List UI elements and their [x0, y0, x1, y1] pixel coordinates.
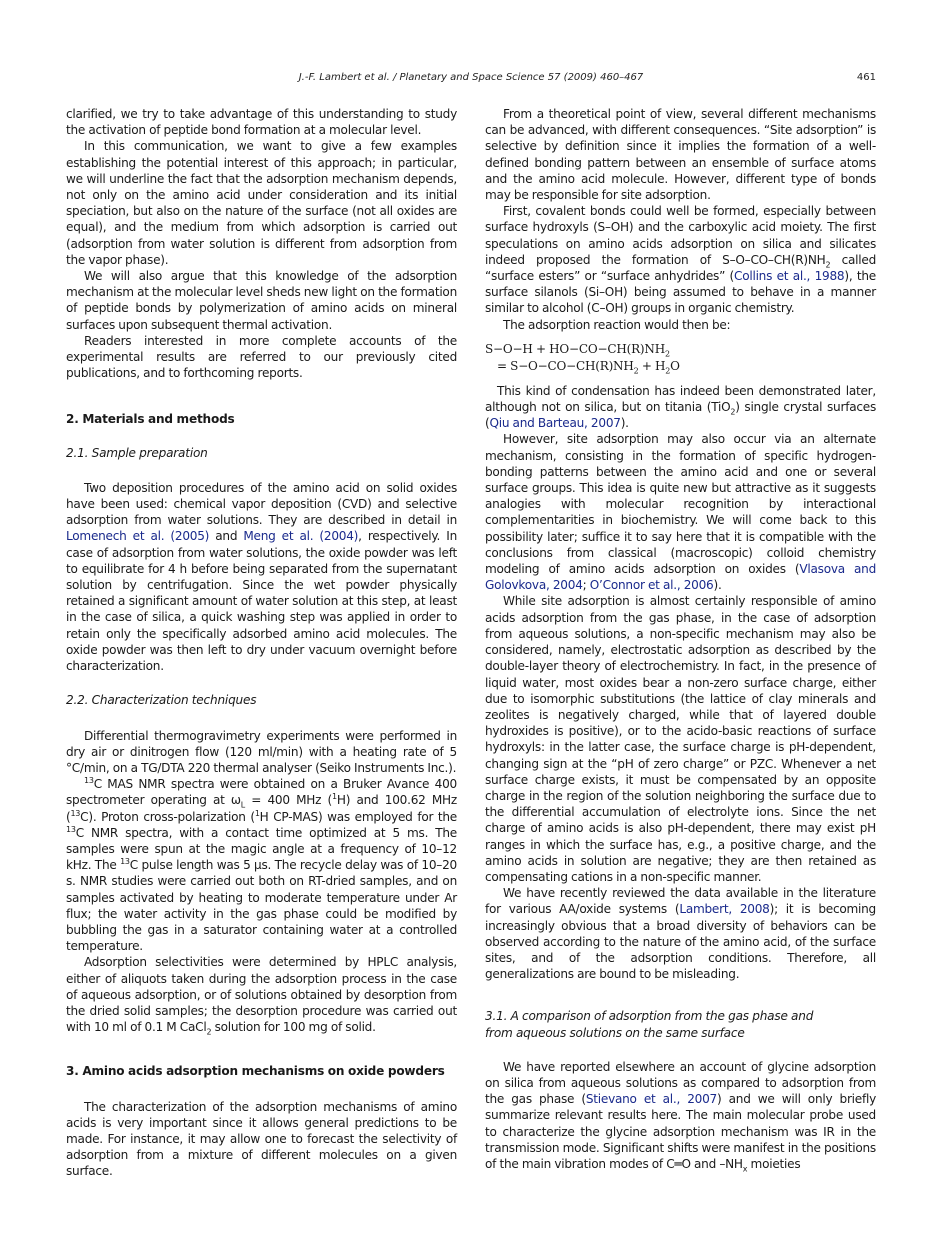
citation-link[interactable]: Stievano et al., 2007 — [585, 1092, 718, 1107]
paragraph: Adsorption selectivities were determined by HPLC analysis, either of aliquots taken during the adsorption process in the case of aqueous adsorption, or of solutions obtained by desorption from the dried solid samples; the desorption procedure was carried out with 10 ml of 0.1 M CaCl$_2$ solution for 100 mg of solid. — [66, 955, 457, 1037]
citation-link[interactable]: Qiu and Barteau, 2007 — [489, 416, 621, 431]
paragraph: Readers interested in more complete accounts of the experimental results are referred to our previously cited publications, and to forthcoming reports. — [66, 333, 457, 381]
paragraph: We have recently reviewed the data available in the literature for various AA/oxide systems (Lambert, 2008); it is becoming increasingly obvious that a broad diversity of behaviors can be observed according to the nature of the amino acid, of the surface sites, and of the adsorption conditions. Therefore, all generalizations are bound to be misleading. — [485, 886, 876, 982]
paragraph: However, site adsorption may also occur via an alternate mechanism, consisting in the formation of specific hydrogen-bonding patterns between the amino acid and one or several surface groups. This idea is quite new but attractive as it suggests analogies with molecular recognition by interactional complementarities in biochemistry. We will come back to this possibility later; suffice it to say here that it is compatible with the conclusions from classical (macroscopic) colloid chemistry modeling of amino acids adsorption on oxides (Vlasova and Golovkova, 2004; O’Connor et al., 2006). — [485, 432, 877, 593]
paragraph: From a theoretical point of view, several different mechanisms can be advanced, with different consequences. “Site adsorption” is selective by definition since it implies the formation of a well-defined bonding pattern between an ensemble of surface atoms and the amino acid molecule. However, different type of bonds may be responsible for site adsorption. — [485, 107, 876, 203]
running-title: J.-F. Lambert et al. / Planetary and Space Science 57 (2009) 460–467 — [298, 72, 644, 83]
page-number: 461 — [856, 72, 876, 83]
subsection-heading-3-1: 3.1. A comparison of adsorption from the gas phase and from aqueous solutions on the same surface — [485, 1009, 814, 1040]
paragraph: Differential thermogravimetry experiments were performed in dry air or dinitrogen flow (120 ml/min) with a heating rate of 5 °C/min, on a TG/DTA 220 thermal analyser (Seiko Instruments Inc.). — [66, 728, 457, 775]
citation-link[interactable]: O’Connor et al., 2006 — [589, 578, 714, 593]
paragraph: While site adsorption is almost certainly responsible of amino acids adsorption from the gas phase, in the case of adsorption from aqueous solutions, a non-specific mechanism may also be considered, namely, electrostatic adsorption as described by the double-layer theory of electrochemistry. In fact, in the presence of liquid water, most oxides bear a non-zero surface charge, either due to isomorphic substitutions (the lattice of clay minerals and zeolites is negatively charged, while that of layered double hydroxides is positive), or to the acido-basic reactions of surface hydroxyls: in the latter case, the surface charge is pH-dependent, changing sign at the “pH of zero charge” or PZC. Whenever a net surface charge exists, it must be compensated by an opposite charge in the region of the solution neighboring the surface due to the differential accumulation of electrolyte ions. Since the net charge of amino acids is also pH-dependent, there may exist pH ranges in which the surface has, e.g., a positive charge, and the amino acids in solution are negative; they are then retained as compensating cations in a non-specific manner. — [485, 594, 876, 884]
paragraph: $^{13}$C MAS NMR spectra were obtained on a Bruker Avance 400 spectrometer operating at $\omega_L = 400$ MHz ($^1$H) and 100.62 MHz ($^{13}$C). Proton cross-polarization ($^1$H CP-MAS) was employed for the $^{13}$C NMR spectra, with a contact time optimized at 5 ms. The samples were spun at the magic angle at a frequency of 10–12 kHz. The $^{13}$C pulse length was 5 μs. The recycle delay was of 10–20 s. NMR studies were carried out both on RT-dried samples, and on samples activated by heating to moderate temperature under Ar flux; the water activity in the gas phase could be modified by bubbling the gas in a saturator containing water at a controlled temperature. — [66, 776, 457, 954]
citation-link[interactable]: Meng et al. (2004) — [243, 529, 359, 544]
left-column — [66, 106, 457, 1180]
paragraph: In this communication, we want to give a few examples establishing the potential interest of this approach; in particular, we will underline the fact that the adsorption mechanism depends, not only on the amino acid under consideration and its initial speciation, but also on the nature of the surface (not all oxides are equal), and the medium from which adsorption is carried out (adsorption from water solution is different from adsorption from the vapor phase). — [66, 139, 457, 267]
paragraph: The adsorption reaction would then be: — [503, 317, 731, 332]
citation-link[interactable]: Lomenech et al. (2005) — [66, 529, 210, 544]
running-header — [66, 72, 876, 88]
paragraph: clarified, we try to take advantage of this understanding to study the activation of peptide bond formation at a molecular level. — [66, 107, 457, 138]
right-column — [485, 106, 876, 1172]
paragraph: First, covalent bonds could well be formed, especially between surface hydroxyls (S–OH) and the carboxylic acid moiety. The first speculations on amino acids adsorption on silica and silicates indeed proposed the formation of $S-O-CO-CH(R)NH_2$ called “surface esters” or “surface anhydrides” (Collins et al., 1988), the surface silanols (Si–OH) being assumed to behave in a manner similar to alcohol (C–OH) groups in organic chemistry. — [485, 204, 876, 316]
paragraph: This kind of condensation has indeed been demonstrated later, although not on silica, but on titania (TiO$_2$) single crystal surfaces (Qiu and Barteau, 2007). — [485, 383, 877, 431]
subsection-heading-2-2: 2.2. Characterization techniques — [66, 693, 257, 708]
citation-link[interactable]: Vlasova and Golovkova, 2004 — [485, 562, 877, 593]
section-heading-3: 3. Amino acids adsorption mechanisms on oxide powders — [66, 1064, 445, 1079]
reaction-equation — [485, 341, 876, 375]
equation-line: = $S-O-CO-CH(R)NH_2 + H_2O$ — [497, 358, 680, 376]
paragraph: The characterization of the adsorption mechanisms of amino acids is very important since it allows general predictions to be made. For instance, it may allow one to forecast the selectivity of adsorption from a mixture of different molecules on a given surface. — [66, 1099, 457, 1179]
paragraph: We will also argue that this knowledge of the adsorption mechanism at the molecular level sheds new light on the formation of peptide bonds by polymerization of amino acids on mineral surfaces upon subsequent thermal activation. — [66, 269, 457, 332]
paragraph: We have reported elsewhere an account of glycine adsorption on silica from aqueous solutions as compared to adsorption from the gas phase (Stievano et al., 2007) and we will only briefly summarize relevant results here. The main molecular probe used to characterize the glycine adsorption mechanism was IR in the transmission mode. Significant shifts were manifest in the positions of the main vibration modes of C═O and $-NH_x$ moieties — [485, 1059, 876, 1174]
equation-line: $S-O-H + HO-CO-CH(R)NH_2$ — [485, 341, 670, 359]
subsection-heading-2-1: 2.1. Sample preparation — [66, 445, 208, 460]
citation-link[interactable]: Collins et al., 1988 — [734, 269, 845, 284]
paragraph: Two deposition procedures of the amino acid on solid oxides have been used: chemical vapor deposition (CVD) and selective adsorption from water solutions. They are described in detail in Lomenech et al. (2005) and Meng et al. (2004), respectively. In case of adsorption from water solutions, the oxide powder was left to equilibrate for 4 h before being separated from the supernatant solution by centrifugation. Since the wet powder physically retained a significant amount of water solution at this step, at least in the case of silica, a quick washing step was applied in order to retain only the specifically adsorbed amino acid molecules. The oxide powder was then left to dry under vacuum overnight before characterization. — [66, 480, 457, 674]
section-heading-2: 2. Materials and methods — [66, 412, 235, 427]
citation-link[interactable]: Lambert, 2008 — [679, 902, 770, 917]
